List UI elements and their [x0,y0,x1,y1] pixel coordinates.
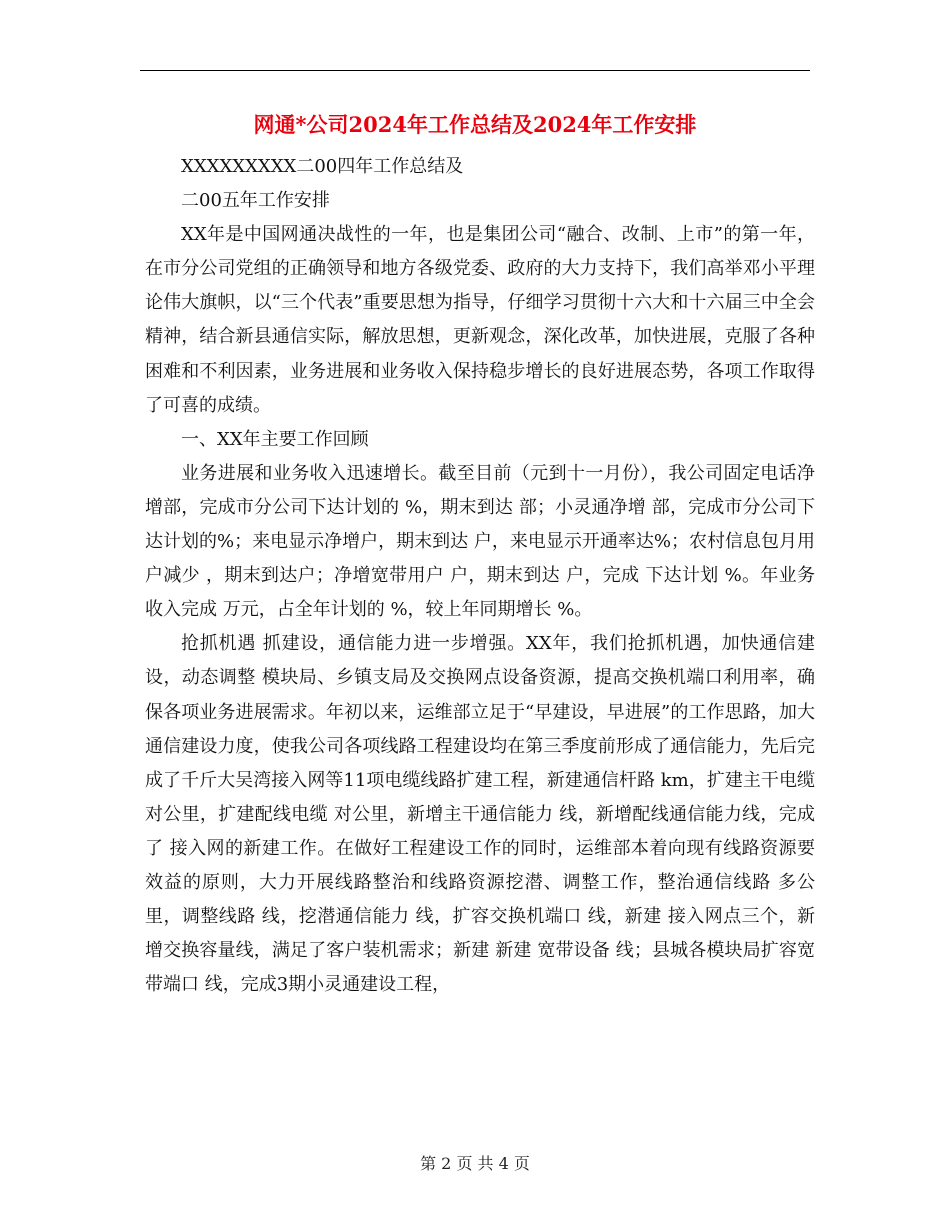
paragraph: XXXXXXXXX二00四年工作总结及 [181,156,464,177]
document-title: 网通*公司2024年工作总结及2024年工作安排 [253,112,697,137]
paragraph: 业务进展和业务收入迅速增长。截至目前（元到十一月份），我公司固定电话净增部，完成市分公司下达计划的 %，期末到达 部；小灵通净增 部，完成市分公司下达计划的%；来电显示净增户，期末到达 户，来电显示开通率达%；农村信息包月用户减少 ，期末到达户；净增宽带用户 户，期末到达 户，完成 下达计划 %。年业务收入完成 万元，占全年计划的 %，较上年同期增长 %。 [145,462,815,621]
paragraph: 抢抓机遇 抓建设，通信能力进一步增强。XX年，我们抢抓机遇，加快通信建设，动态调整 模块局、乡镇支局及交换网点设备资源，提高交换机端口利用率，确保各项业务进展需求。年初以来，运维部立足于“早建设，早进展”的工作思路，加大通信建设力度，使我公司各项线路工程建设均在第三季度前形成了通信能力，先后完成了千斤大吴湾接入网等11项电缆线路扩建工程，新建通信杆路 km，扩建主干电缆 对公里，扩建配线电缆 对公里，新增主干通信能力 线，新增配线通信能力线，完成了 接入网的新建工作。在做好工程建设工作的同时，运维部本着向现有线路资源要效益的原则，大力开展线路整治和线路资源挖潜、调整工作，整治通信线路 多公里，调整线路 线，挖潜通信能力 线，扩容交换机端口 线，新建 接入网点三个，新增交换容量线，满足了客户装机需求；新建 新建 宽带设备 线；县城各模块局扩容宽带端口 线，完成3期小灵通建设工程， [145,633,815,996]
section-heading: 一、XX年主要工作回顾 [181,428,369,450]
header-rule [140,70,810,71]
page-number: 第 2 页 共 4 页 [420,1154,530,1173]
paragraph: XX年是中国网通决战性的一年，也是集团公司“融合、改制、上市”的第一年，在市分公司党组的正确领导和地方各级党委、政府的大力支持下，我们高举邓小平理论伟大旗帜，以“三个代表”重要思想为指导，仔细学习贯彻十六大和十六届三中全会精神，结合新县通信实际，解放思想，更新观念，深化改革，加快进展，克服了各种困难和不利因素，业务进展和业务收入保持稳步增长的良好进展态势，各项工作取得了可喜的成绩。 [145,224,815,416]
document-body [145,150,815,1002]
paragraph: 二00五年工作安排 [181,190,330,212]
